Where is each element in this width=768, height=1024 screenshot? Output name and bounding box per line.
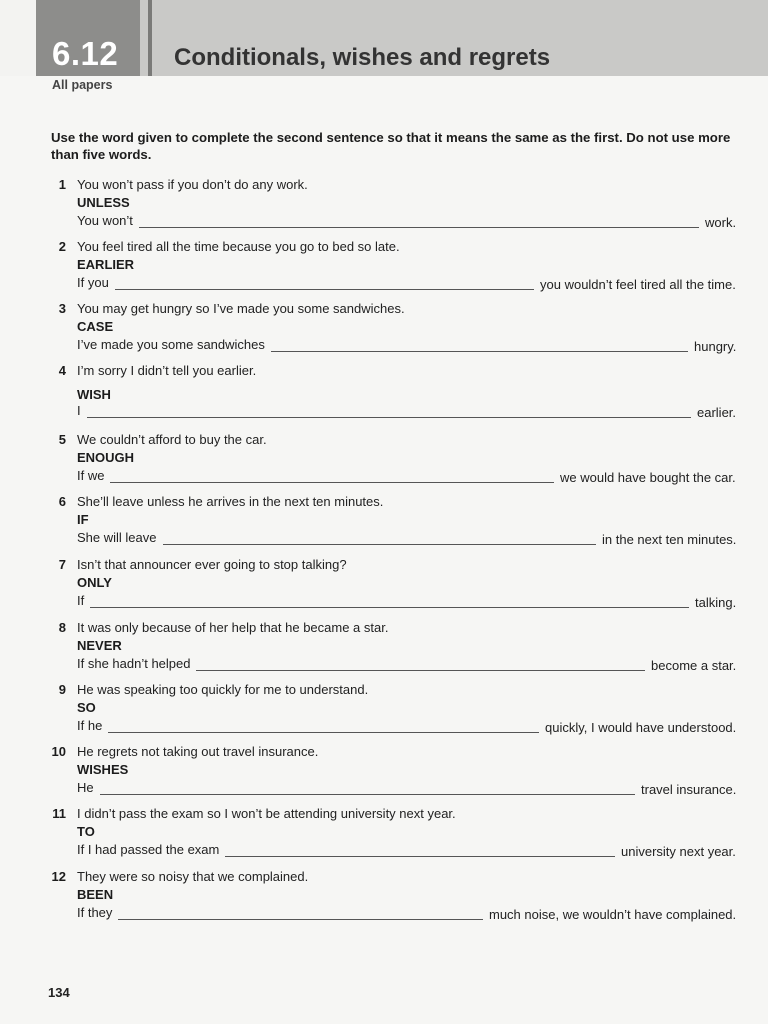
item-number: 9 xyxy=(58,682,66,697)
item-sentence: They were so noisy that we complained. xyxy=(77,869,309,884)
item-lead-text: You won’t xyxy=(77,213,133,228)
item-number: 10 xyxy=(51,744,66,759)
answer-blank[interactable] xyxy=(163,544,596,545)
page-title: Conditionals, wishes and regrets xyxy=(174,44,551,71)
section-number-box xyxy=(36,0,140,76)
exercise-item xyxy=(0,301,768,363)
item-number: 4 xyxy=(58,363,66,378)
item-sentence: We couldn’t afford to buy the car. xyxy=(77,432,267,447)
answer-blank[interactable] xyxy=(196,670,645,671)
section-number: 6.12 xyxy=(52,35,119,72)
item-lead-text: If xyxy=(77,593,85,608)
item-tail-text: hungry. xyxy=(694,339,737,354)
item-tail-text: work. xyxy=(705,215,737,230)
item-keyword: WISH xyxy=(77,387,111,402)
item-sentence: He was speaking too quickly for me to understand. xyxy=(77,682,369,697)
item-tail-text: in the next ten minutes. xyxy=(602,532,737,547)
item-tail-text: talking. xyxy=(695,595,737,610)
item-number: 6 xyxy=(58,494,66,509)
item-sentence: Isn’t that announcer ever going to stop talking? xyxy=(77,557,347,572)
exercise-item xyxy=(0,363,768,425)
item-keyword: ENOUGH xyxy=(77,450,135,465)
item-sentence: It was only because of her help that he became a star. xyxy=(77,620,389,635)
answer-blank[interactable] xyxy=(100,794,635,795)
item-tail-text: university next year. xyxy=(621,844,736,859)
item-tail-text: earlier. xyxy=(697,405,737,420)
answer-blank[interactable] xyxy=(118,919,483,920)
exercise-item xyxy=(0,494,768,556)
exercise-item xyxy=(0,744,768,806)
item-number: 11 xyxy=(52,806,66,821)
item-keyword: CASE xyxy=(77,319,114,334)
item-tail-text: become a star. xyxy=(651,658,737,673)
item-sentence: You may get hungry so I’ve made you some sandwiches. xyxy=(77,301,405,316)
item-sentence: You feel tired all the time because you go to bed so late. xyxy=(77,239,400,254)
item-tail-text: much noise, we wouldn’t have complained. xyxy=(489,907,737,922)
item-keyword: SO xyxy=(77,700,96,715)
answer-blank[interactable] xyxy=(139,227,699,228)
item-lead-text: If you xyxy=(77,275,109,290)
item-number: 1 xyxy=(58,177,66,192)
answer-blank[interactable] xyxy=(87,417,691,418)
exercise-item xyxy=(0,177,768,239)
item-lead-text: If she hadn’t helped xyxy=(77,656,191,671)
item-tail-text: we would have bought the car. xyxy=(560,470,736,485)
item-sentence: You won’t pass if you don’t do any work. xyxy=(77,177,308,192)
item-tail-text: you wouldn’t feel tired all the time. xyxy=(540,277,736,292)
exercise-item xyxy=(0,620,768,682)
item-keyword: ONLY xyxy=(77,575,112,590)
item-number: 3 xyxy=(58,301,66,316)
page-number: 134 xyxy=(48,985,70,1000)
exercise-item xyxy=(0,682,768,744)
item-number: 12 xyxy=(51,869,66,884)
answer-blank[interactable] xyxy=(225,856,615,857)
item-sentence: I didn’t pass the exam so I won’t be attending university next year. xyxy=(77,806,456,821)
item-lead-text: I’ve made you some sandwiches xyxy=(77,337,265,352)
item-keyword: NEVER xyxy=(77,638,122,653)
item-number: 8 xyxy=(58,620,66,635)
item-lead-text: If we xyxy=(77,468,105,483)
item-lead-text: If they xyxy=(77,905,113,920)
exercise-item xyxy=(0,806,768,868)
exercise-item xyxy=(0,869,768,931)
item-tail-text: travel insurance. xyxy=(641,782,737,797)
exercise-item xyxy=(0,557,768,619)
item-keyword: TO xyxy=(77,824,95,839)
header-margin xyxy=(0,0,36,76)
item-keyword: IF xyxy=(77,512,89,527)
item-lead-text: I xyxy=(77,403,81,418)
answer-blank[interactable] xyxy=(110,482,554,483)
item-tail-text: quickly, I would have understood. xyxy=(545,720,737,735)
answer-blank[interactable] xyxy=(108,732,539,733)
item-number: 2 xyxy=(58,239,66,254)
item-keyword: EARLIER xyxy=(77,257,135,272)
item-lead-text: If he xyxy=(77,718,103,733)
item-number: 7 xyxy=(58,557,66,572)
answer-blank[interactable] xyxy=(115,289,534,290)
exercise-item xyxy=(0,432,768,494)
exercise-item xyxy=(0,239,768,301)
item-lead-text: She will leave xyxy=(77,530,157,545)
item-number: 5 xyxy=(58,432,66,447)
answer-blank[interactable] xyxy=(90,607,689,608)
instructions: Use the word given to complete the second sentence so that it means the same as the first. Do not use more than five words. xyxy=(51,130,731,162)
item-sentence: I’m sorry I didn’t tell you earlier. xyxy=(77,363,257,378)
item-keyword: BEEN xyxy=(77,887,114,902)
item-sentence: She’ll leave unless he arrives in the next ten minutes. xyxy=(77,494,384,509)
item-sentence: He regrets not taking out travel insurance. xyxy=(77,744,319,759)
header-band xyxy=(0,0,768,76)
item-keyword: UNLESS xyxy=(77,195,130,210)
answer-blank[interactable] xyxy=(271,351,688,352)
item-lead-text: If I had passed the exam xyxy=(77,842,220,857)
subtitle: All papers xyxy=(52,78,113,92)
item-lead-text: He xyxy=(77,780,94,795)
item-keyword: WISHES xyxy=(77,762,129,777)
header-divider xyxy=(148,0,152,76)
